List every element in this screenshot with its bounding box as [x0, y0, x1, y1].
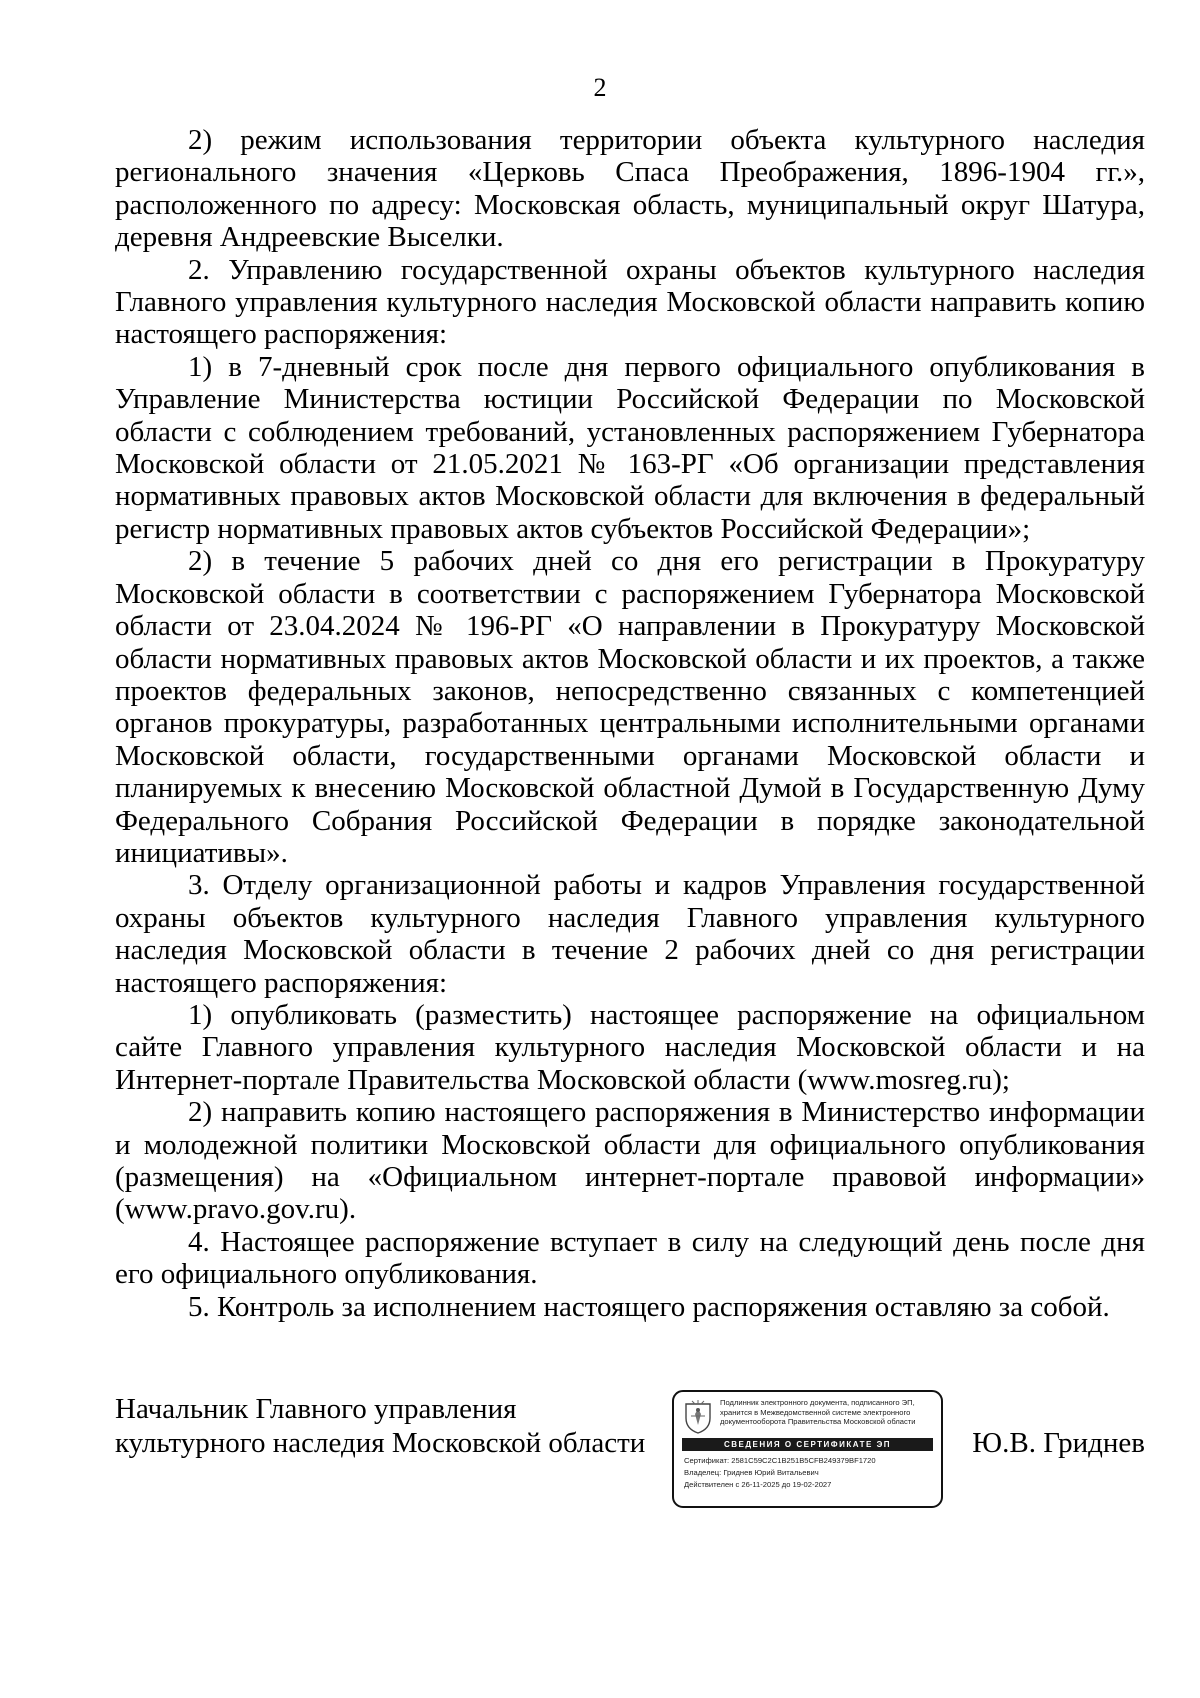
paragraph: 2. Управлению государственной охраны объектов культурного наследия Главного управления культурного наследия Московской области направить копию настоящего распоряжения:	[115, 253, 1145, 351]
signer-position-line: культурного наследия Московской области	[115, 1427, 646, 1459]
certificate-details	[684, 1455, 934, 1491]
stamp-note-line: Подлинник электронного документа, подписанного ЭП,	[720, 1398, 915, 1407]
paragraph: 5. Контроль за исполнением настоящего распоряжения оставляю за собой.	[188, 1290, 1110, 1323]
paragraph: 2) в течение 5 рабочих дней со дня его регистрации в Прокуратуру Московской области в соответствии с распоряжением Губернатора Московской области от 23.04.2024 № 196-РГ «О направлении в Прокуратуру Московской области нормативных правовых актов Московской области и их проектов, а также проектов федеральных законов, непосредственно связанных с компетенцией органов прокуратуры, разработанных центральными исполнительными органами Московской области, государственными органами Московской области и планируемых к внесению Московской областной Думой в Государственную Думу Федерального Собрания Российской Федерации в порядке законодательной инициативы».	[115, 545, 1145, 869]
paragraph: 4. Настоящее распоряжение вступает в силу на следующий день после дня его официального опубликования.	[115, 1225, 1145, 1291]
stamp-header: СВЕДЕНИЯ О СЕРТИФИКАТЕ ЭП	[682, 1438, 933, 1451]
paragraph: 2) направить копию настоящего распоряжения в Министерство информации и молодежной политики Московской области для официального опубликования (размещения) на «Официальном интернет-портале правовой информации» (www.pravo.gov.ru).	[115, 1096, 1145, 1226]
certificate-number: Сертификат: 2581C59C2C1B251B5CFB249379BF1720	[684, 1456, 876, 1465]
stamp-note	[720, 1398, 938, 1427]
paragraph: 1) в 7-дневный срок после дня первого официального опубликования в Управление Министерства юстиции Российской Федерации по Московской области с соблюдением требований, установленных распоряжением Губернатора Московской области от 21.05.2021 № 163-РГ «Об организации представления нормативных правовых актов Московской области для включения в федеральный регистр нормативных правовых актов субъектов Российской Федерации»;	[115, 350, 1145, 545]
paragraph: 1) опубликовать (разместить) настоящее распоряжение на официальном сайте Главного управления культурного наследия Московской области и на Интернет-портале Правительства Московской области (www.mosreg.ru);	[115, 998, 1145, 1096]
certificate-validity: Действителен с 26-11-2025 до 19-02-2027	[684, 1480, 832, 1489]
signer-name: Ю.В. Гриднев	[972, 1427, 1145, 1459]
paragraph: 3. Отделу организационной работы и кадров Управления государственной охраны объектов культурного наследия Главного управления культурного наследия Московской области в течение 2 рабочих дней со дня регистрации настоящего распоряжения:	[115, 869, 1145, 999]
certificate-owner: Владелец: Гриднев Юрий Витальевич	[684, 1468, 819, 1477]
signer-position-line: Начальник Главного управления	[115, 1393, 517, 1425]
coat-of-arms-icon	[683, 1400, 713, 1434]
stamp-note-line: документооборота Правительства Московской области	[720, 1417, 916, 1427]
electronic-signature-stamp	[672, 1390, 943, 1508]
document-body	[115, 124, 1145, 1323]
signature-block	[115, 1392, 1145, 1522]
paragraph: 2) режим использования территории объекта культурного наследия регионального значения «Церковь Спаса Преображения, 1896-1904 гг.», расположенного по адресу: Московская область, муниципальный округ Шатура, деревня Андреевские Выселки.	[115, 124, 1145, 254]
signer-position	[115, 1392, 645, 1460]
page-number: 2	[593, 73, 607, 102]
stamp-note-line: хранится в Межведомственной системе электронного	[720, 1407, 911, 1417]
